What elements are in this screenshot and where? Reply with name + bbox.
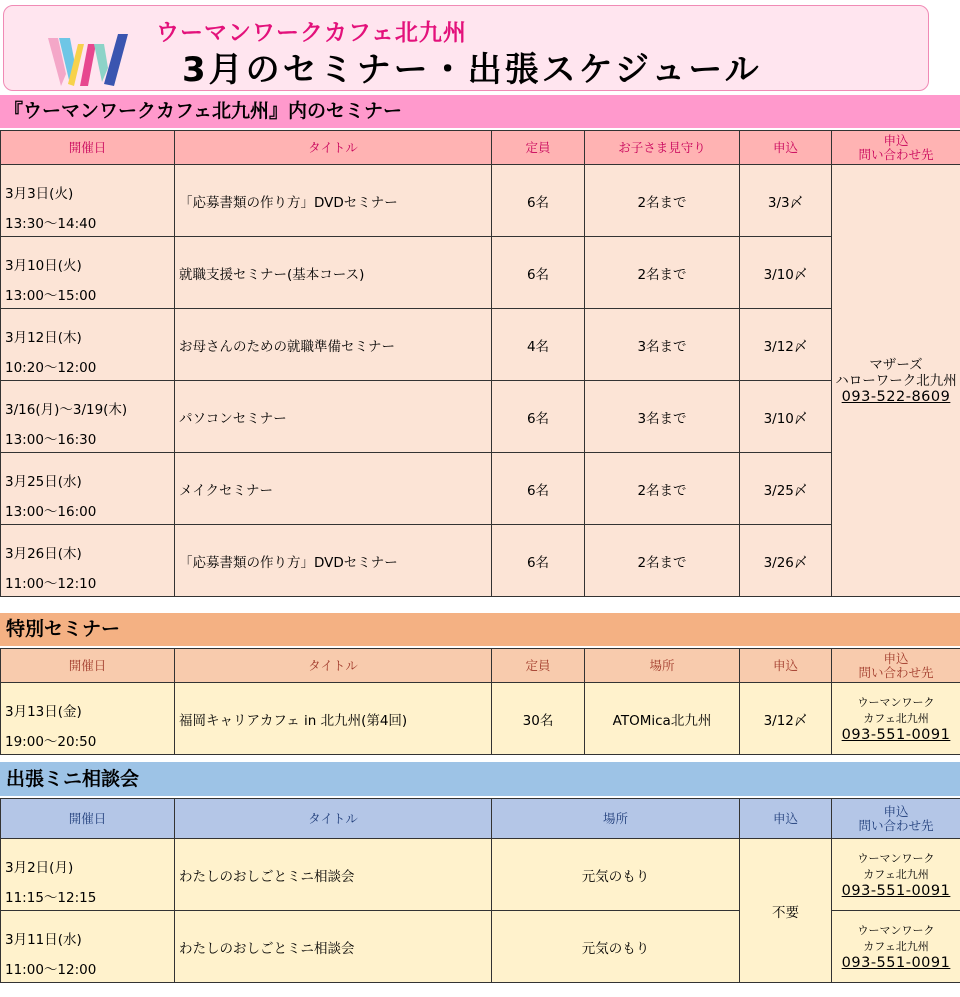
phone-number[interactable]: 093-551-0091	[841, 726, 951, 743]
capacity-cell: 6名	[492, 525, 585, 597]
childcare-cell: 2名まで	[585, 237, 740, 309]
date-cell: 3月26日(木) 11:00～12:10	[1, 525, 175, 597]
title-cell: 就職支援セミナー(基本コース)	[175, 237, 492, 309]
date-cell: 3/16(月)～3/19(木) 13:00～16:30	[1, 381, 175, 453]
date-cell: 3月11日(水) 11:00～12:00	[1, 911, 175, 983]
col-contact: 申込 問い合わせ先	[832, 131, 960, 165]
table-row	[1, 683, 960, 755]
cafe-seminar-table	[0, 130, 960, 597]
contact-cell: ウーマンワーク カフェ北九州 093-551-0091	[832, 683, 960, 755]
date-cell: 3月25日(水) 13:00～16:00	[1, 453, 175, 525]
date-cell: 3月12日(木) 10:20～12:00	[1, 309, 175, 381]
table-row	[1, 237, 960, 309]
deadline-cell: 3/10〆	[740, 237, 832, 309]
section-heading-text: 出張ミニ相談会	[6, 768, 140, 790]
date-cell: 3月3日(火) 13:30～14:40	[1, 165, 175, 237]
capacity-cell: 4名	[492, 309, 585, 381]
deadline-cell: 3/12〆	[740, 683, 832, 755]
col-childcare: お子さま見守り	[585, 131, 740, 165]
title-cell: わたしのおしごとミニ相談会	[175, 911, 492, 983]
col-deadline: 申込	[740, 131, 832, 165]
table-header-row	[1, 649, 960, 683]
phone-number[interactable]: 093-551-0091	[841, 882, 951, 899]
contact-cell: ウーマンワーク カフェ北九州 093-551-0091	[832, 839, 960, 911]
table-row	[1, 165, 960, 237]
table-row	[1, 453, 960, 525]
title-cell: 「応募書類の作り方」DVDセミナー	[175, 525, 492, 597]
childcare-cell: 2名まで	[585, 525, 740, 597]
title-cell: お母さんのための就職準備セミナー	[175, 309, 492, 381]
col-capacity: 定員	[492, 131, 585, 165]
col-title: タイトル	[175, 131, 492, 165]
deadline-cell: 3/12〆	[740, 309, 832, 381]
title-cell: わたしのおしごとミニ相談会	[175, 839, 492, 911]
table-row	[1, 525, 960, 597]
deadline-cell: 不要	[740, 839, 832, 983]
section-special-seminar-heading	[0, 613, 960, 646]
col-title: タイトル	[175, 649, 492, 683]
page-title: 3月のセミナー・出張スケジュール	[182, 50, 762, 90]
table-row	[1, 839, 960, 911]
col-date: 開催日	[1, 131, 175, 165]
col-date: 開催日	[1, 649, 175, 683]
childcare-cell: 2名まで	[585, 453, 740, 525]
childcare-cell: 2名まで	[585, 165, 740, 237]
table-header-row	[1, 799, 960, 839]
title-cell: 福岡キャリアカフェ in 北九州(第4回)	[175, 683, 492, 755]
contact-cell: ウーマンワーク カフェ北九州 093-551-0091	[832, 911, 960, 983]
cafe-name: ウーマンワークカフェ北九州	[156, 20, 467, 46]
capacity-cell: 30名	[492, 683, 585, 755]
mini-consultation-table	[0, 798, 960, 983]
col-title: タイトル	[175, 799, 492, 839]
section-heading-text: 特別セミナー	[6, 618, 121, 640]
childcare-cell: 3名まで	[585, 309, 740, 381]
col-capacity: 定員	[492, 649, 585, 683]
place-cell: ATOMica北九州	[585, 683, 740, 755]
title-cell: 「応募書類の作り方」DVDセミナー	[175, 165, 492, 237]
col-contact: 申込 問い合わせ先	[832, 799, 960, 839]
date-cell: 3月10日(火) 13:00～15:00	[1, 237, 175, 309]
date-cell: 3月2日(月) 11:15～12:15	[1, 839, 175, 911]
place-cell: 元気のもり	[492, 839, 740, 911]
capacity-cell: 6名	[492, 165, 585, 237]
phone-number[interactable]: 093-522-8609	[841, 388, 951, 405]
capacity-cell: 6名	[492, 381, 585, 453]
deadline-cell: 3/25〆	[740, 453, 832, 525]
deadline-cell: 3/26〆	[740, 525, 832, 597]
date-cell: 3月13日(金) 19:00～20:50	[1, 683, 175, 755]
section-cafe-seminars-heading	[0, 95, 960, 128]
page-header	[3, 5, 929, 91]
col-deadline: 申込	[740, 799, 832, 839]
childcare-cell: 3名まで	[585, 381, 740, 453]
capacity-cell: 6名	[492, 237, 585, 309]
title-cell: メイクセミナー	[175, 453, 492, 525]
place-cell: 元気のもり	[492, 911, 740, 983]
col-deadline: 申込	[740, 649, 832, 683]
section-mini-consultation-heading	[0, 762, 960, 796]
col-place: 場所	[585, 649, 740, 683]
table-row	[1, 381, 960, 453]
col-place: 場所	[492, 799, 740, 839]
title-cell: パソコンセミナー	[175, 381, 492, 453]
section-heading-text: 『ウーマンワークカフェ北九州』内のセミナー	[4, 100, 403, 122]
deadline-cell: 3/10〆	[740, 381, 832, 453]
table-row	[1, 309, 960, 381]
special-seminar-table	[0, 648, 960, 755]
capacity-cell: 6名	[492, 453, 585, 525]
table-header-row	[1, 131, 960, 165]
contact-cell: マザーズ ハローワーク北九州 093-522-8609	[832, 165, 960, 597]
phone-number[interactable]: 093-551-0091	[841, 954, 951, 971]
womanwork-logo-icon	[48, 34, 130, 88]
col-date: 開催日	[1, 799, 175, 839]
col-contact: 申込 問い合わせ先	[832, 649, 960, 683]
deadline-cell: 3/3〆	[740, 165, 832, 237]
